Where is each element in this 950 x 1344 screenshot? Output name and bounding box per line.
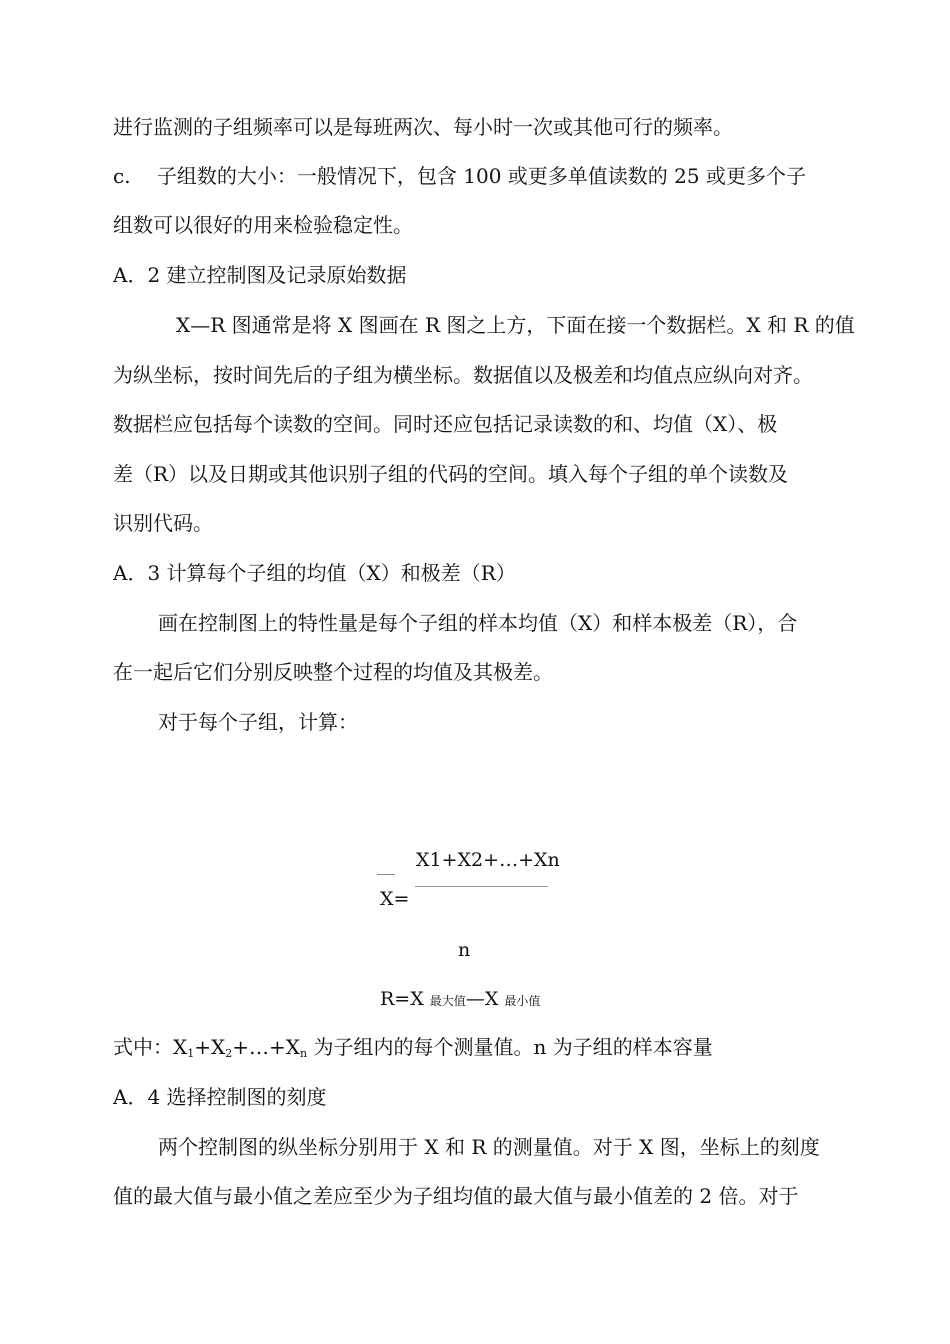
x-bar-overline bbox=[377, 874, 395, 875]
x-bar-symbol: X bbox=[713, 412, 728, 436]
paragraph-line: 差（R）以及日期或其他识别子组的代码的空间。填入每个子组的单个读数及 bbox=[113, 462, 789, 486]
text-run: R=X bbox=[380, 988, 430, 1010]
x-bar-symbol: X bbox=[578, 611, 593, 635]
paragraph-line: 组数可以很好的用来检验稳定性。 bbox=[113, 213, 413, 237]
section-heading-a3 bbox=[113, 559, 888, 587]
subscript: 1 bbox=[187, 1047, 195, 1060]
subscript-min: 最小值 bbox=[504, 994, 541, 1008]
x-bar-symbol: X bbox=[366, 561, 381, 585]
paragraph-line: 对于每个子组，计算： bbox=[158, 710, 358, 734]
paragraph-line bbox=[176, 311, 888, 339]
text-run: +X bbox=[194, 1035, 226, 1059]
paragraph-line: 值的最大值与最小值之差应至少为子组均值的最大值与最小值差的 2 倍。对于 bbox=[113, 1184, 799, 1208]
text-run: —R 图通常是将 bbox=[190, 313, 339, 337]
x-bar-symbol: X bbox=[338, 313, 353, 337]
paragraph-line: 在一起后它们分别反映整个过程的均值及其极差。 bbox=[113, 660, 553, 684]
subscript-max: 最大值 bbox=[429, 994, 466, 1008]
paragraph-line bbox=[113, 1033, 888, 1068]
x-bar-symbol: X bbox=[176, 313, 191, 337]
section-heading-a4: A．4 选择控制图的刻度 bbox=[113, 1085, 327, 1109]
paragraph-line bbox=[113, 410, 888, 438]
text-run: 式中：X bbox=[113, 1035, 188, 1059]
subscript: n bbox=[300, 1047, 308, 1060]
text-run: 两个控制图的纵坐标分别用于 bbox=[158, 1135, 425, 1159]
text-run: A．3 计算每个子组的均值（ bbox=[113, 561, 367, 585]
text-run: —X bbox=[465, 988, 505, 1010]
text-run: 和 R 的测量值。对于 X 图，坐标上的刻度 bbox=[438, 1135, 820, 1159]
subscript: 2 bbox=[225, 1047, 233, 1060]
range-formula bbox=[380, 986, 540, 1014]
x-bar-symbol: X bbox=[424, 1135, 439, 1159]
list-item-c: c. 子组数的大小：一般情况下，包含 100 或更多单值读数的 25 或更多个子 bbox=[113, 164, 806, 188]
text-run: ）、极 bbox=[727, 412, 778, 436]
text-run: +…+X bbox=[232, 1035, 301, 1059]
paragraph-line: 为纵坐标，按时间先后的子组为横坐标。数据值以及极差和均值点应纵向对齐。 bbox=[113, 363, 813, 387]
fraction-bar bbox=[415, 886, 548, 887]
paragraph-line: 进行监测的子组频率可以是每班两次、每小时一次或其他可行的频率。 bbox=[113, 115, 733, 139]
text-run: 数据栏应包括每个读数的空间。同时还应包括记录读数的和、均值（ bbox=[113, 412, 713, 436]
x-bar-symbol: X bbox=[746, 313, 761, 337]
text-run: 为子组内的每个测量值。n 为子组的样本容量 bbox=[307, 1035, 713, 1059]
formula-denominator: n bbox=[458, 939, 471, 961]
text-run: ）和样本极差（R），合 bbox=[592, 611, 798, 635]
text-run: 图画在 R 图之上方，下面在接一个数据栏。 bbox=[352, 313, 747, 337]
paragraph-line: 识别代码。 bbox=[113, 511, 213, 535]
paragraph-line bbox=[158, 1133, 888, 1161]
text-run: 画在控制图上的特性量是每个子组的样本均值（ bbox=[158, 611, 578, 635]
text-run: 和 R 的值 bbox=[760, 313, 855, 337]
paragraph-line bbox=[158, 609, 888, 637]
formula-lhs: X= bbox=[380, 888, 410, 910]
section-heading-a2: A．2 建立控制图及记录原始数据 bbox=[113, 263, 407, 287]
text-run: ）和极差（R） bbox=[380, 561, 516, 585]
formula-numerator: X1+X2+…+Xn bbox=[416, 849, 560, 871]
